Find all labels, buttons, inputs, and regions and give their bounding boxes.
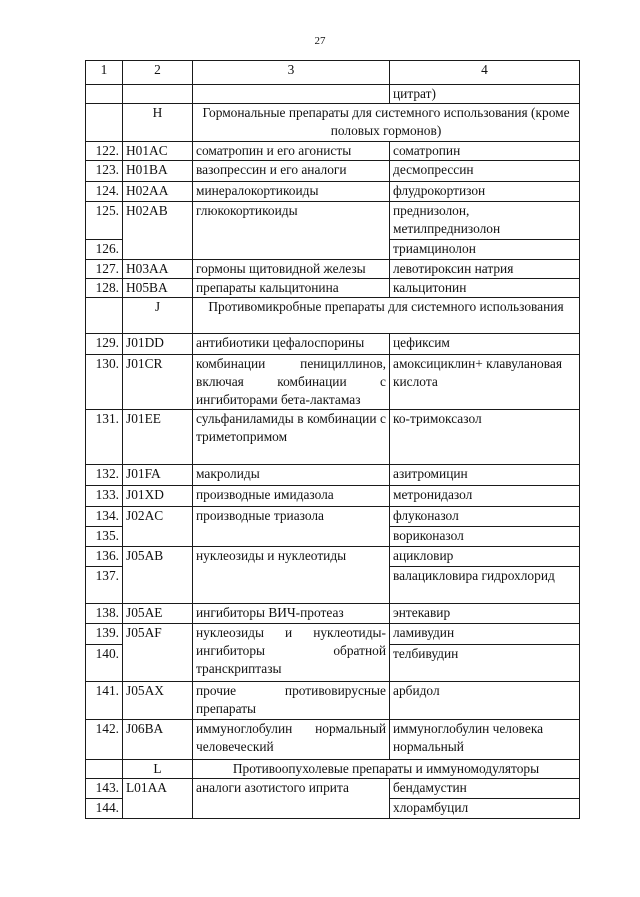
row-number-cell: 137. <box>86 567 123 604</box>
drug-name-cell: левотироксин натрия <box>390 260 580 279</box>
row-number-cell: 132. <box>86 465 123 486</box>
pharm-group-cell: антибиотики цефалоспорины <box>193 334 390 355</box>
group-header-row <box>86 760 580 779</box>
group-code-cell: J <box>123 298 193 334</box>
row-number-cell: 122. <box>86 142 123 161</box>
table-row <box>86 142 580 161</box>
atc-code-cell: J01CR <box>123 355 193 410</box>
column-header: 4 <box>390 61 580 85</box>
row-number-cell: 144. <box>86 799 123 819</box>
row-number-cell: 141. <box>86 682 123 720</box>
pharm-group-cell: иммуноглобулин нормальный человеческий <box>193 720 390 760</box>
table-row <box>86 720 580 760</box>
row-number-cell: 125. <box>86 202 123 240</box>
row-number-cell: 123. <box>86 161 123 182</box>
row-number-cell: 124. <box>86 182 123 202</box>
table-row <box>86 779 580 799</box>
table-row <box>86 202 580 240</box>
atc-code-cell: J05AF <box>123 624 193 682</box>
table-row <box>86 182 580 202</box>
row-number-cell <box>86 104 123 142</box>
pharm-group-cell: сульфаниламиды в комбинации с триметопримом <box>193 410 390 465</box>
row-number-cell <box>86 85 123 104</box>
atc-code-cell: H03AA <box>123 260 193 279</box>
table-row <box>86 682 580 720</box>
pharm-group-cell: минералокортикоиды <box>193 182 390 202</box>
row-number-cell: 136. <box>86 547 123 567</box>
group-code-cell: L <box>123 760 193 779</box>
row-number-cell: 140. <box>86 645 123 682</box>
group-title-cell: Гормональные препараты для системного использования (кроме половых гормонов) <box>193 104 580 142</box>
pharm-group-cell: соматропин и его агонисты <box>193 142 390 161</box>
row-number-cell: 126. <box>86 240 123 260</box>
atc-code-cell <box>123 85 193 104</box>
drug-name-cell: вориконазол <box>390 527 580 547</box>
pharm-group-cell: нуклеозиды и нуклеотиды-ингибиторы обратной транскриптазы <box>193 624 390 682</box>
row-number-cell: 129. <box>86 334 123 355</box>
pharm-group-cell: аналоги азотистого иприта <box>193 779 390 819</box>
pharm-group-cell: производные имидазола <box>193 486 390 507</box>
atc-code-cell: J05AE <box>123 604 193 624</box>
atc-code-cell: H01AC <box>123 142 193 161</box>
drug-name-cell: амоксициклин+ клавулановая кислота <box>390 355 580 410</box>
table-row <box>86 161 580 182</box>
row-number-cell: 135. <box>86 527 123 547</box>
table-row <box>86 547 580 567</box>
table-row <box>86 334 580 355</box>
drug-name-cell: телбивудин <box>390 645 580 682</box>
table-row <box>86 507 580 527</box>
atc-code-cell: J02AC <box>123 507 193 547</box>
drug-name-cell: кальцитонин <box>390 279 580 298</box>
table-row <box>86 624 580 645</box>
row-number-cell: 142. <box>86 720 123 760</box>
drug-name-cell: ко-тримоксазол <box>390 410 580 465</box>
drug-name-cell: флуконазол <box>390 507 580 527</box>
drug-name-cell: азитромицин <box>390 465 580 486</box>
atc-code-cell: J01FA <box>123 465 193 486</box>
row-number-cell: 134. <box>86 507 123 527</box>
table-row <box>86 486 580 507</box>
pharm-group-cell: препараты кальцитонина <box>193 279 390 298</box>
drug-name-cell: хлорамбуцил <box>390 799 580 819</box>
table-row <box>86 85 580 104</box>
table-row <box>86 260 580 279</box>
row-number-cell: 143. <box>86 779 123 799</box>
table-row <box>86 355 580 410</box>
drug-name-cell: преднизолон, метилпреднизолон <box>390 202 580 240</box>
group-header-row <box>86 104 580 142</box>
row-number-cell: 133. <box>86 486 123 507</box>
group-title-cell: Противомикробные препараты для системного использования <box>193 298 580 334</box>
atc-code-cell: J01EE <box>123 410 193 465</box>
drug-name-cell: цефиксим <box>390 334 580 355</box>
pharm-group-cell: гормоны щитовидной железы <box>193 260 390 279</box>
pharm-group-cell: прочие противовирусные препараты <box>193 682 390 720</box>
drug-name-cell: бендамустин <box>390 779 580 799</box>
pharm-group-cell: глюкокортикоиды <box>193 202 390 260</box>
column-header: 3 <box>193 61 390 85</box>
table-row <box>86 604 580 624</box>
row-number-cell: 131. <box>86 410 123 465</box>
group-title-cell: Противоопухолевые препараты и иммуномодуляторы <box>193 760 580 779</box>
column-header: 1 <box>86 61 123 85</box>
page-number: 27 <box>314 35 326 47</box>
pharm-group-cell: ингибиторы ВИЧ-протеаз <box>193 604 390 624</box>
row-number-cell: 130. <box>86 355 123 410</box>
table-body <box>86 61 580 819</box>
drug-name-cell: флудрокортизон <box>390 182 580 202</box>
drug-name-cell: иммуноглобулин человека нормальный <box>390 720 580 760</box>
drug-name-cell: цитрат) <box>390 85 580 104</box>
row-number-cell: 138. <box>86 604 123 624</box>
drug-list-table <box>85 60 580 819</box>
drug-name-cell: ацикловир <box>390 547 580 567</box>
drug-name-cell: энтекавир <box>390 604 580 624</box>
drug-name-cell: десмопрессин <box>390 161 580 182</box>
drug-name-cell: валацикловира гидрохлорид <box>390 567 580 604</box>
row-number-cell: 127. <box>86 260 123 279</box>
pharm-group-cell <box>193 85 390 104</box>
drug-name-cell: метронидазол <box>390 486 580 507</box>
row-number-cell: 139. <box>86 624 123 645</box>
drug-name-cell: соматропин <box>390 142 580 161</box>
group-code-cell: H <box>123 104 193 142</box>
atc-code-cell: H05BA <box>123 279 193 298</box>
drug-name-cell: триамцинолон <box>390 240 580 260</box>
drug-name-cell: ламивудин <box>390 624 580 645</box>
row-number-cell <box>86 298 123 334</box>
pharm-group-cell: комбинации пенициллинов, включая комбинации с ингибиторами бета-лактамаз <box>193 355 390 410</box>
pharm-group-cell: производные триазола <box>193 507 390 547</box>
row-number-cell <box>86 760 123 779</box>
header-row <box>86 61 580 85</box>
table-row <box>86 410 580 465</box>
atc-code-cell: J05AB <box>123 547 193 604</box>
pharm-group-cell: вазопрессин и его аналоги <box>193 161 390 182</box>
atc-code-cell: H02AB <box>123 202 193 260</box>
atc-code-cell: H02AA <box>123 182 193 202</box>
table-row <box>86 279 580 298</box>
atc-code-cell: J01DD <box>123 334 193 355</box>
pharm-group-cell: макролиды <box>193 465 390 486</box>
atc-code-cell: L01AA <box>123 779 193 819</box>
group-header-row <box>86 298 580 334</box>
drug-name-cell: арбидол <box>390 682 580 720</box>
pharm-group-cell: нуклеозиды и нуклеотиды <box>193 547 390 604</box>
atc-code-cell: J01XD <box>123 486 193 507</box>
column-header: 2 <box>123 61 193 85</box>
atc-code-cell: H01BA <box>123 161 193 182</box>
atc-code-cell: J06BA <box>123 720 193 760</box>
table-row <box>86 465 580 486</box>
atc-code-cell: J05AX <box>123 682 193 720</box>
row-number-cell: 128. <box>86 279 123 298</box>
